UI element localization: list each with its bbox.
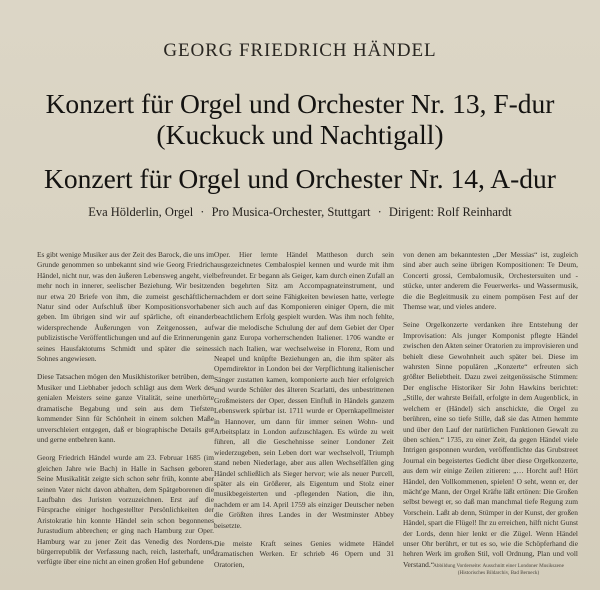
title-concerto-13: Konzert für Orgel und Orchester Nr. 13, F-dur (45, 88, 555, 119)
title-concerto-13-subtitle: (Kuckuck und Nachtigall) (156, 119, 444, 150)
composer-name: GEORG FRIEDRICH HÄNDEL (163, 40, 437, 61)
credit-separator: · (200, 205, 205, 219)
liner-notes-column-2 (214, 250, 394, 569)
paragraph: Diese Tatsachen mögen den Musikhistoriker betrüben, dem Musiker und Liebhaber jedoch schlägt aus dem Werk des genialen Meisters seine ganze Vitalität, seine unerhörte dramatische Begabung und sein aus dem Tiefsten kommender Sinn für Schönheit in einem solchen Maße unverschleiert entgegen, daß er biographische Details gut und gerne entbehren kann. (37, 372, 214, 444)
caption-line: (Historisches Bildarchiv, Bad Berneck) (457, 570, 540, 577)
paragraph: Die meiste Kraft seines Genies widmete Händel dramatischen Werken. Er schrieb 46 Opern und 31 Oratorien, (214, 538, 394, 569)
caption-line: Abbildung Vorderseite: Ausschnitt einer Londoner Musikszene (433, 563, 564, 569)
credit-orchestra: Pro Musica-Orchester, Stuttgart (211, 205, 371, 219)
title-concerto-14: Konzert für Orgel und Orchester Nr. 14, A-dur (44, 163, 556, 194)
credit-separator: · (377, 205, 382, 219)
credit-soloist: Eva Hölderlin, Orgel (88, 205, 194, 219)
paragraph: Georg Friedrich Händel wurde am 23. Februar 1685 (im gleichen Jahre wie Bach) in Halle in Sachsen geboren. Seine Musikalität zeigte sich schon sehr früh, konnte aber seinen Vater nicht davon abhalten, dem Spätgeborenen die Laufbahn des Juristen vorzuzeichnen. Erst auf die Fürsprache einiger hochgestellter Persönlichkeiten der Aristokratie hin konnte Händel sein schon begonnenes Jurastudium abbrechen; er ging nach Hamburg zur Oper. Hamburg war zu jener Zeit das Venedig des Nordens, bürgerrepublik der Verfassung nach, reich, lasterhaft, und verfügte über eine nicht an einen großen Hof gebundene (37, 453, 214, 567)
paragraph: Es gibt wenige Musiker aus der Zeit des Barock, die uns im Grunde genommen so unbekannt sind wie Georg Friedrich Händel, nicht nur, was den äußeren Lebensweg angeht, viel mehr noch in innerer, seelischer Beziehung. Wir besitzen nur etwa 20 Briefe von ihm, die zumeist geschäftlicher Natur sind oder Aufschluß über Kompositionsvorhaben geben. Im übrigen sind wir auf spärliche, oft einander widersprechende Äußerungen von Zeitgenossen, auf publizistische Veröffentlichungen und auf die Erinnerungen seines Hausfaktotums Schmidt und später die seines Sohnes angewiesen. (37, 250, 214, 364)
paragraph: Oper. Hier lernte Händel Mattheson durch sein ausgezeichnetes Cembalospiel kennen und wurde mit ihm befreundet. Er begann als Geiger, kam durch einen Zufall an den begehrten Sitz am Accompagnateinstrument, und nachdem er dort seine Fähigkeiten bewiesen hatte, verlegte er sich auch auf das Komponieren einiger Opern, die mit beachtlichem Erfolg gespielt wurden. Was ihm noch fehlte, war die melodische Schulung der auf dem Gebiet der Oper in ganz Europa vorherrschenden Italiener. 1706 wandte er sich nach Italien, war wechselweise in Florenz, Rom und Neapel und knüpfte Beziehungen an, die ihm später als Operndirektor in London bei der Verpflichtung italienischer Sänger zustatten kamen, komponierte auch hier erfolgreich und wurde Schüler des älteren Scarlatti, des unbestrittenen Großmeisters der Oper, dessen Einfluß in Händels ganzem Lebenswerk spürbar ist. 1711 wurde er Opernkapellmeister in Hannover, um dann für immer seinen Wohn- und Arbeitsplatz in London aufzuschlagen. Es würde zu weit führen, all die Geschehnisse seiner Londoner Zeit wiederzugeben, sein Leben dort war wechselvoll, Triumph stand neben Niederlage, aber aus allen Wechselfällen ging Händel schließlich als Sieger hervor; wie als neuer Purcell, später als ein Größerer, als Eigentum und Stolz einer musikbegeisterten und -pflegenden Nation, die ihn, nachdem er am 14. April 1759 als einziger Deutscher neben die Größten ihres Landes in der Westminster Abbey beisetzte. (214, 250, 394, 530)
paragraph: von denen am bekanntesten „Der Messias“ ist, zugleich sind aber auch seine übrigen Kompositionen: Te Deum, Concerti grossi, Cembalomusik, Orchestersuiten und -stücke, unter anderem die Feuerwerks- und Wassermusik, die die Begleitmusik zu einem pompösen Fest auf der Themse war, und vieles andere. (403, 250, 578, 312)
image-credit-caption (411, 563, 586, 577)
liner-notes-column-1 (37, 250, 214, 567)
performer-credits (0, 205, 600, 220)
paragraph: Seine Orgelkonzerte verdanken ihre Entstehung der Improvisation: Als junger Komponist pflegte Händel zwischen den Akten seiner Oratorien zu improvisieren und behielt diese Gewohnheit auch später bei. Diese im wahrsten Sinne populären „Konzerte“ erfreuten sich größter Beliebtheit. Dazu zwei zeitgenössische Stimmen: Der englische Historiker Sir John Hawkins berichtet: „Stille, der wahrste Beifall, erfolgte in dem Augenblick, in welchem er (Händel) sich anschickte, die Orgel zu berühren, eine so tiefe Stille, daß sie das Atmen hemmte und über den Lauf der natürlichen Funktionen Gewalt zu üben schien.“ 1735, zu einer Zeit, da gegen Händel viele Intrigen gesponnen wurden, veröffentlichte das Grubstreet Journal ein begeistertes Gedicht über diese Orgelkonzerte, aus dem wir einige Zeilen zitieren: „… Horcht auf! Hört Händel, den Vollkommenen, spielen! O seht, wenn er, der mächt'ge Mann, der Orgel Kräfte läßt ertönen: Die Großen selbst bewegt er, so daß man manchmal tiefe Regung zum Vorschein. Laßt ab denn, Stümper in der Kunst, der großen Händel, spart die Flügel! Ihr zu erreichen, hilft nicht Gunst der Lords, denn hier lenkt er die Zügel. Wenn Händel unser Ohr berührt, er tut es so, wie die Schöpferhand die hehren Werk im großen Stil, voll Ordnung, Plan und voll Verstand.“ (403, 320, 578, 569)
credit-conductor: Dirigent: Rolf Reinhardt (388, 205, 512, 219)
